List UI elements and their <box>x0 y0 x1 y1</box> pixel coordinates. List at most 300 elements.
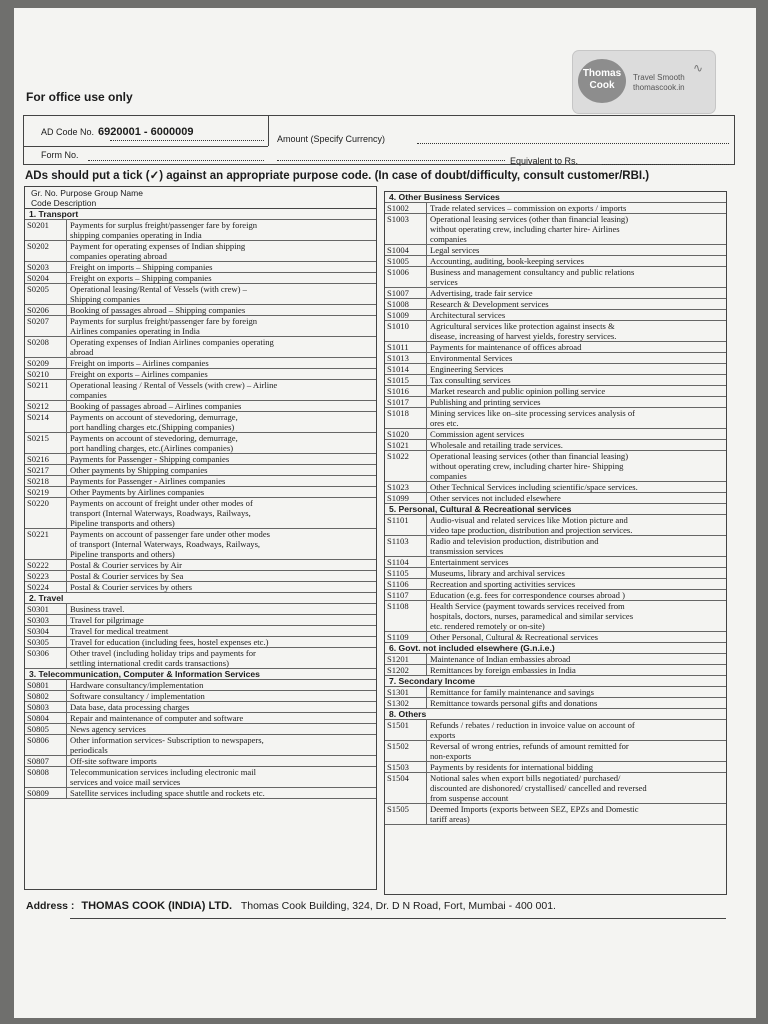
address-text: Thomas Cook Building, 324, Dr. D N Road, Fort, Mumbai - 400 001. <box>240 900 556 912</box>
purpose-description <box>427 364 726 374</box>
description-line: Hardware consultancy/implementation <box>70 680 204 690</box>
purpose-code-row[interactable] <box>25 626 376 637</box>
description-line: Remittance for family maintenance and savings <box>430 687 594 697</box>
description-line: abroad <box>70 347 94 357</box>
description-line: Business and management consultancy and public relations <box>430 267 635 277</box>
description-line: Accounting, auditing, book-keeping services <box>430 256 584 266</box>
purpose-code-row[interactable] <box>25 220 376 241</box>
description-line: exports <box>430 730 456 740</box>
description-line: Operational leasing services (other than financial leasing) <box>430 451 629 461</box>
ad-code-value: 6920001 - 6000009 <box>98 126 194 138</box>
purpose-code: S0201 <box>25 220 67 240</box>
purpose-description <box>67 262 376 272</box>
purpose-code: S1201 <box>385 654 427 664</box>
description-line: periodicals <box>70 745 108 755</box>
purpose-code-row[interactable] <box>25 637 376 648</box>
purpose-code: S0223 <box>25 571 67 581</box>
purpose-description <box>67 756 376 766</box>
purpose-code-row[interactable] <box>385 353 726 364</box>
purpose-description <box>67 412 376 432</box>
purpose-code: S1099 <box>385 493 427 503</box>
purpose-description <box>67 241 376 261</box>
purpose-code-row[interactable] <box>385 601 726 632</box>
description-line: settling international credit cards transactions) <box>70 658 229 668</box>
purpose-code: S1008 <box>385 299 427 309</box>
purpose-code-row[interactable] <box>25 498 376 529</box>
purpose-code-row[interactable] <box>385 451 726 482</box>
description-line: Operating expenses of Indian Airlines companies operating <box>70 337 274 347</box>
purpose-code: S1106 <box>385 579 427 589</box>
description-line: Publishing and printing services <box>430 397 541 407</box>
left-table-header <box>25 187 376 209</box>
purpose-description <box>427 288 726 298</box>
purpose-description <box>427 493 726 503</box>
purpose-code-row[interactable] <box>385 515 726 536</box>
purpose-code-row[interactable] <box>385 590 726 601</box>
description-line: Deemed Imports (exports between SEZ, EPZs and Domestic <box>430 804 639 814</box>
logo-brand-line2: Cook <box>589 80 615 91</box>
purpose-code-row[interactable] <box>25 571 376 582</box>
description-line: Payments on account of passenger fare under other modes <box>70 529 270 539</box>
description-line: companies <box>430 234 467 244</box>
purpose-description <box>67 273 376 283</box>
purpose-description <box>67 465 376 475</box>
purpose-description <box>427 321 726 341</box>
office-use-heading: For office use only <box>26 90 133 104</box>
description-line: Data base, data processing charges <box>70 702 190 712</box>
purpose-code: S0214 <box>25 412 67 432</box>
description-line: Payments for Passenger - Airlines companies <box>70 476 226 486</box>
purpose-description <box>427 440 726 450</box>
purpose-description <box>427 256 726 266</box>
purpose-description <box>67 380 376 400</box>
purpose-code: S1018 <box>385 408 427 428</box>
purpose-code: S0207 <box>25 316 67 336</box>
description-line: Agricultural services like protection against insects & <box>430 321 615 331</box>
description-line: Freight on exports – Shipping companies <box>70 273 212 283</box>
purpose-code-row[interactable] <box>25 412 376 433</box>
purpose-code: S0804 <box>25 713 67 723</box>
section-heading: 3. Telecommunication, Computer & Information Services <box>25 669 376 680</box>
section-heading: 7. Secondary Income <box>385 676 726 687</box>
description-line: Telecommunication services including electronic mail <box>70 767 257 777</box>
purpose-code: S1505 <box>385 804 427 824</box>
purpose-code-row[interactable] <box>385 632 726 643</box>
purpose-code-row[interactable] <box>25 724 376 735</box>
logo-url: thomascook.in <box>633 83 685 92</box>
description-line: Tax consulting services <box>430 375 511 385</box>
description-line: Booking of passages abroad – Airlines companies <box>70 401 242 411</box>
section-heading: 5. Personal, Cultural & Recreational services <box>385 504 726 515</box>
description-line: of transport (Internal Waterways, Roadways, Railways, <box>70 539 261 549</box>
description-line: discounted are dishonored/ crystallised/ cancelled and reversed <box>430 783 647 793</box>
purpose-code: S1014 <box>385 364 427 374</box>
description-line: Operational leasing / Rental of Vessels (with crew) – Airline <box>70 380 278 390</box>
description-line: Audio-visual and related services like Motion picture and <box>430 515 628 525</box>
description-line: Other Technical Services including scientific/space services. <box>430 482 638 492</box>
description-line: Architectural services <box>430 310 506 320</box>
purpose-code-row[interactable] <box>25 529 376 560</box>
purpose-code-row[interactable] <box>25 756 376 767</box>
purpose-description <box>67 702 376 712</box>
purpose-code-row[interactable] <box>385 256 726 267</box>
purpose-code-row[interactable] <box>385 408 726 429</box>
purpose-description <box>427 515 726 535</box>
description-line: Freight on imports – Airlines companies <box>70 358 209 368</box>
purpose-code: S1010 <box>385 321 427 341</box>
left-purpose-table <box>24 186 377 890</box>
description-line: Other Personal, Cultural & Recreational services <box>430 632 599 642</box>
purpose-code: S1109 <box>385 632 427 642</box>
description-line: Other Payments by Airlines companies <box>70 487 205 497</box>
purpose-code-row[interactable] <box>25 767 376 788</box>
purpose-code: S0202 <box>25 241 67 261</box>
purpose-description <box>427 536 726 556</box>
description-line: companies <box>70 390 107 400</box>
purpose-code: S1011 <box>385 342 427 352</box>
purpose-description <box>427 267 726 287</box>
purpose-code-row[interactable] <box>385 288 726 299</box>
purpose-description <box>67 724 376 734</box>
description-line: Payments for maintenance of offices abroad <box>430 342 582 352</box>
purpose-code: S1101 <box>385 515 427 535</box>
purpose-code: S1016 <box>385 386 427 396</box>
purpose-code-row[interactable] <box>385 665 726 676</box>
description-line: Payments for surplus freight/passenger fare by foreign <box>70 316 258 326</box>
purpose-code-row[interactable] <box>25 560 376 571</box>
purpose-code: S0206 <box>25 305 67 315</box>
right-purpose-table <box>384 191 727 895</box>
logo-globe-icon <box>578 59 626 103</box>
purpose-description <box>427 451 726 481</box>
purpose-code-row[interactable] <box>25 241 376 262</box>
purpose-description <box>427 342 726 352</box>
purpose-code: S0211 <box>25 380 67 400</box>
description-line: companies <box>430 471 467 481</box>
purpose-code-row[interactable] <box>385 536 726 557</box>
description-line: Other services not included elsewhere <box>430 493 561 503</box>
purpose-code: S0216 <box>25 454 67 464</box>
purpose-description <box>67 560 376 570</box>
company-name: THOMAS COOK (INDIA) LTD. <box>81 900 233 912</box>
purpose-description <box>427 579 726 589</box>
description-line: ores etc. <box>430 418 459 428</box>
purpose-description <box>67 487 376 497</box>
description-line: Other payments by Shipping companies <box>70 465 208 475</box>
purpose-code-row[interactable] <box>385 267 726 288</box>
address-line <box>26 900 556 912</box>
description-line: Legal services <box>430 245 480 255</box>
purpose-code: S1021 <box>385 440 427 450</box>
description-line: Reversal of wrong entries, refunds of amount remitted for <box>430 741 629 751</box>
purpose-code: S0217 <box>25 465 67 475</box>
description-line: Travel for medical treatment <box>70 626 169 636</box>
purpose-code: S1013 <box>385 353 427 363</box>
purpose-code: S1009 <box>385 310 427 320</box>
description-line: Payments on account of freight under other modes of <box>70 498 253 508</box>
purpose-description <box>67 767 376 787</box>
purpose-code-row[interactable] <box>25 582 376 593</box>
description-line: services <box>430 277 458 287</box>
purpose-code: S0224 <box>25 582 67 592</box>
purpose-description <box>67 498 376 528</box>
purpose-code-row[interactable] <box>25 604 376 615</box>
purpose-code: S0203 <box>25 262 67 272</box>
purpose-code: S1002 <box>385 203 427 213</box>
description-line: Payments for Passenger - Shipping companies <box>70 454 230 464</box>
description-line: hospitals, doctors, nurses, paramedical and similar services <box>430 611 634 621</box>
description-line: Travel for pilgrimage <box>70 615 144 625</box>
purpose-description <box>67 637 376 647</box>
description-line: port handling charges etc.(Shipping companies) <box>70 422 235 432</box>
purpose-code: S1006 <box>385 267 427 287</box>
purpose-code-row[interactable] <box>25 713 376 724</box>
section-heading: 6. Govt. not included elsewhere (G.n.i.e.) <box>385 643 726 654</box>
description-line: Research & Development services <box>430 299 549 309</box>
purpose-code: S0221 <box>25 529 67 559</box>
logo-swirl-icon: ∿ <box>693 61 704 75</box>
purpose-code-row[interactable] <box>385 687 726 698</box>
purpose-description <box>427 408 726 428</box>
purpose-code-row[interactable] <box>385 440 726 451</box>
description-line: from suspense account <box>430 793 509 803</box>
purpose-code-row[interactable] <box>385 310 726 321</box>
description-line: shipping companies operating in India <box>70 230 202 240</box>
purpose-code-row[interactable] <box>25 369 376 380</box>
purpose-code-row[interactable] <box>25 465 376 476</box>
description-line: companies operating abroad <box>70 251 167 261</box>
purpose-code-row[interactable] <box>385 342 726 353</box>
description-line: Advertising, trade fair service <box>430 288 533 298</box>
description-line: Remittance towards personal gifts and donations <box>430 698 598 708</box>
purpose-description <box>427 773 726 803</box>
purpose-description <box>427 698 726 708</box>
description-line: etc. rendered remotely or on-site) <box>430 621 545 631</box>
purpose-code-row[interactable] <box>385 741 726 762</box>
description-line: Pipeline transports and others) <box>70 518 175 528</box>
purpose-code-row[interactable] <box>25 401 376 412</box>
description-line: port handling charges, etc.(Airlines companies) <box>70 443 234 453</box>
purpose-code: S0204 <box>25 273 67 283</box>
purpose-code-row[interactable] <box>385 386 726 397</box>
description-line: Payments for surplus freight/passenger fare by foreign <box>70 220 258 230</box>
purpose-code-row[interactable] <box>25 284 376 305</box>
purpose-code-row[interactable] <box>25 433 376 454</box>
purpose-description <box>67 713 376 723</box>
purpose-code: S1301 <box>385 687 427 697</box>
purpose-code: S1302 <box>385 698 427 708</box>
purpose-code-row[interactable] <box>385 762 726 773</box>
purpose-code-row[interactable] <box>385 698 726 709</box>
purpose-description <box>67 582 376 592</box>
purpose-code: S0208 <box>25 337 67 357</box>
purpose-code-row[interactable] <box>25 648 376 669</box>
purpose-code: S0807 <box>25 756 67 766</box>
description-line: Health Service (payment towards services received from <box>430 601 625 611</box>
description-line: Booking of passages abroad – Shipping companies <box>70 305 246 315</box>
purpose-code: S1107 <box>385 590 427 600</box>
purpose-code-row[interactable] <box>385 321 726 342</box>
purpose-description <box>67 680 376 690</box>
purpose-code-row[interactable] <box>385 203 726 214</box>
description-line: Market research and public opinion polling service <box>430 386 606 396</box>
purpose-code: S0801 <box>25 680 67 690</box>
description-line: Freight on imports – Shipping companies <box>70 262 213 272</box>
equivalent-label: Equivalent to Rs. <box>510 156 579 166</box>
purpose-code: S1103 <box>385 536 427 556</box>
purpose-code: S0808 <box>25 767 67 787</box>
purpose-code: S0802 <box>25 691 67 701</box>
purpose-code: S0219 <box>25 487 67 497</box>
purpose-code: S0209 <box>25 358 67 368</box>
purpose-code-row[interactable] <box>385 557 726 568</box>
purpose-code-row[interactable] <box>385 364 726 375</box>
description-line: Airlines companies operating in India <box>70 326 200 336</box>
purpose-description <box>427 590 726 600</box>
purpose-code: S0806 <box>25 735 67 755</box>
purpose-description <box>427 804 726 824</box>
purpose-description <box>67 788 376 798</box>
purpose-code: S1502 <box>385 741 427 761</box>
purpose-code: S1003 <box>385 214 427 244</box>
purpose-code-row[interactable] <box>385 579 726 590</box>
description-line: Refunds / rebates / reduction in invoice value on account of <box>430 720 635 730</box>
description-line: Postal & Courier services by others <box>70 582 192 592</box>
purpose-description <box>67 604 376 614</box>
purpose-description <box>427 353 726 363</box>
purpose-code-row[interactable] <box>25 691 376 702</box>
description-line: Engineering Services <box>430 364 504 374</box>
purpose-description <box>67 316 376 336</box>
purpose-code: S0218 <box>25 476 67 486</box>
description-line: Off-site software imports <box>70 756 157 766</box>
description-line: Operational leasing services (other than financial leasing) <box>430 214 629 224</box>
description-line: Payment for operating expenses of Indian shipping <box>70 241 246 251</box>
purpose-description <box>427 741 726 761</box>
purpose-description <box>67 571 376 581</box>
purpose-code-row[interactable] <box>25 316 376 337</box>
description-line: transport (Internal Waterways, Roadways, Railways, <box>70 508 251 518</box>
form-no-label: Form No. <box>41 150 79 160</box>
purpose-description <box>67 691 376 701</box>
description-line: Business travel. <box>70 604 125 614</box>
purpose-code-row[interactable] <box>385 214 726 245</box>
purpose-code-row[interactable] <box>25 735 376 756</box>
description-line: Payments by residents for international bidding <box>430 762 594 772</box>
description-line: News agency services <box>70 724 146 734</box>
purpose-code: S1501 <box>385 720 427 740</box>
purpose-code-row[interactable] <box>25 487 376 498</box>
purpose-code-row[interactable] <box>385 375 726 386</box>
ad-code-field <box>41 126 193 138</box>
purpose-description <box>427 568 726 578</box>
purpose-code: S0301 <box>25 604 67 614</box>
purpose-code-row[interactable] <box>25 680 376 691</box>
description-line: Trade related services – commission on exports / imports <box>430 203 627 213</box>
description-line: Entertainment services <box>430 557 509 567</box>
description-line: Postal & Courier services by Air <box>70 560 182 570</box>
purpose-code-row[interactable] <box>25 615 376 626</box>
description-line: services and voice mail services <box>70 777 181 787</box>
logo-tagline: Travel Smooth <box>633 73 685 82</box>
purpose-code: S0805 <box>25 724 67 734</box>
purpose-code-row[interactable] <box>385 397 726 408</box>
purpose-code: S0303 <box>25 615 67 625</box>
thomas-cook-logo <box>573 51 715 113</box>
purpose-code-row[interactable] <box>385 482 726 493</box>
purpose-code-row[interactable] <box>25 262 376 273</box>
purpose-description <box>427 397 726 407</box>
office-header-box <box>23 115 735 165</box>
purpose-code-row[interactable] <box>385 568 726 579</box>
purpose-code-row[interactable] <box>385 773 726 804</box>
purpose-code-row[interactable] <box>25 358 376 369</box>
purpose-code: S0803 <box>25 702 67 712</box>
purpose-code: S0222 <box>25 560 67 570</box>
purpose-description <box>427 245 726 255</box>
purpose-code: S0212 <box>25 401 67 411</box>
purpose-description <box>67 284 376 304</box>
purpose-description <box>427 632 726 642</box>
description-line: without operating crew, including charter hire- Airlines <box>430 224 620 234</box>
purpose-code-row[interactable] <box>25 454 376 465</box>
description-line: tariff areas) <box>430 814 470 824</box>
purpose-code: S0304 <box>25 626 67 636</box>
purpose-code-row[interactable] <box>25 380 376 401</box>
purpose-code-row[interactable] <box>25 702 376 713</box>
section-heading: 2. Travel <box>25 593 376 604</box>
purpose-description <box>427 762 726 772</box>
purpose-code-row[interactable] <box>25 305 376 316</box>
description-line: Environmental Services <box>430 353 513 363</box>
ad-code-label: AD Code No. <box>41 127 95 137</box>
purpose-description <box>427 601 726 631</box>
description-line: Other information services- Subscription to newspapers, <box>70 735 264 745</box>
purpose-code-row[interactable] <box>385 804 726 825</box>
purpose-description <box>67 433 376 453</box>
purpose-code-row[interactable] <box>25 273 376 284</box>
description-line: non-exports <box>430 751 472 761</box>
purpose-code-row[interactable] <box>25 788 376 799</box>
purpose-code-row[interactable] <box>385 493 726 504</box>
purpose-code-row[interactable] <box>385 245 726 256</box>
purpose-description <box>427 557 726 567</box>
description-line: Payments on account of stevedoring, demurrage, <box>70 433 238 443</box>
description-line: Mining services like on–site processing services analysis of <box>430 408 636 418</box>
description-line: Shipping companies <box>70 294 140 304</box>
purpose-code: S1504 <box>385 773 427 803</box>
purpose-description <box>427 665 726 675</box>
purpose-code-row[interactable] <box>385 654 726 665</box>
purpose-code: S1503 <box>385 762 427 772</box>
purpose-description <box>67 615 376 625</box>
purpose-code: S1023 <box>385 482 427 492</box>
purpose-code-row[interactable] <box>385 429 726 440</box>
description-line: Operational leasing/Rental of Vessels (with crew) – <box>70 284 247 294</box>
purpose-description <box>67 735 376 755</box>
purpose-code-row[interactable] <box>385 299 726 310</box>
section-heading: 4. Other Business Services <box>385 192 726 203</box>
purpose-code-row[interactable] <box>25 337 376 358</box>
purpose-description <box>427 386 726 396</box>
purpose-description <box>427 203 726 213</box>
purpose-code: S1020 <box>385 429 427 439</box>
purpose-code: S0306 <box>25 648 67 668</box>
description-line: Freight on exports – Airlines companies <box>70 369 208 379</box>
purpose-code-row[interactable] <box>25 476 376 487</box>
purpose-code: S0215 <box>25 433 67 453</box>
purpose-code-row[interactable] <box>385 720 726 741</box>
